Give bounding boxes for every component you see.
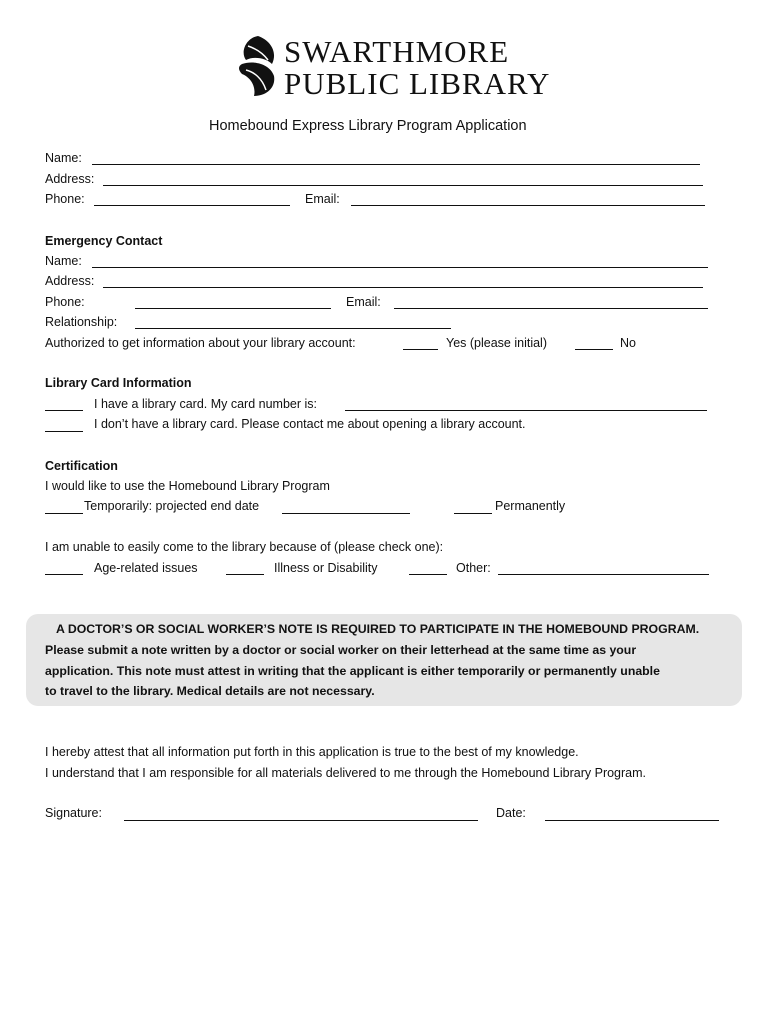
emergency-address-label: Address: [45,274,95,288]
no-card-check-field[interactable] [45,431,83,432]
logo-line-1: SWARTHMORE [284,34,510,69]
emergency-contact-heading: Emergency Contact [45,234,163,248]
illness-check-field[interactable] [226,574,264,575]
temporarily-check-field[interactable] [45,513,83,514]
logo-line-2: PUBLIC LIBRARY [284,66,551,101]
other-check-field[interactable] [409,574,447,575]
authorized-no-label: No [620,336,636,350]
permanently-label: Permanently [495,499,566,513]
library-card-heading: Library Card Information [45,376,192,390]
attest-line-2: I understand that I am responsible for all materials delivered to me through the Homebound Library Program. [45,766,647,780]
other-label: Other: [456,561,491,575]
date-field[interactable] [545,820,719,821]
email-field[interactable] [351,205,705,206]
emergency-email-field[interactable] [394,308,708,309]
phone-label: Phone: [45,192,85,206]
phone-field[interactable] [94,205,290,206]
illness-label: Illness or Disability [274,561,378,575]
authorized-yes-initial-field[interactable] [403,349,438,350]
name-field[interactable] [92,164,700,165]
name-label: Name: [45,151,82,165]
date-label: Date: [496,806,526,820]
leaf-logo-icon [236,34,278,98]
have-card-label: I have a library card. My card number is: [94,397,317,411]
certification-intro: I would like to use the Homebound Library Program [45,479,330,493]
card-number-field[interactable] [345,410,707,411]
unable-reason-prompt: I am unable to easily come to the library because of (please check one): [45,540,444,554]
emergency-name-label: Name: [45,254,82,268]
age-related-check-field[interactable] [45,574,83,575]
emergency-phone-label: Phone: [45,295,85,309]
relationship-field[interactable] [135,328,451,329]
other-reason-field[interactable] [498,574,709,575]
doctor-note-notice [26,614,742,706]
email-label: Email: [305,192,340,206]
notice-line-2: Please submit a note written by a doctor or social worker on their letterhead at the same time as your [45,643,637,657]
authorized-yes-label: Yes (please initial) [446,336,547,350]
certification-heading: Certification [45,459,118,473]
notice-line-4: to travel to the library. Medical details are not necessary. [45,684,375,698]
permanently-check-field[interactable] [454,513,492,514]
relationship-label: Relationship: [45,315,118,329]
authorized-label: Authorized to get information about your library account: [45,336,356,350]
signature-label: Signature: [45,806,102,820]
emergency-email-label: Email: [346,295,381,309]
emergency-address-field[interactable] [103,287,703,288]
no-card-label: I don’t have a library card. Please contact me about opening a library account. [94,417,526,431]
have-card-check-field[interactable] [45,410,83,411]
age-related-label: Age-related issues [94,561,198,575]
emergency-phone-field[interactable] [135,308,331,309]
notice-line-3: application. This note must attest in writing that the applicant is either temporarily or permanently unable [45,664,660,678]
address-field[interactable] [103,185,703,186]
signature-field[interactable] [124,820,478,821]
page-title: Homebound Express Library Program Application [209,118,527,134]
temporarily-label: Temporarily: projected end date [84,499,260,513]
address-label: Address: [45,172,95,186]
projected-end-date-field[interactable] [282,513,410,514]
attest-line-1: I hereby attest that all information put forth in this application is true to the best of my knowledge. [45,745,579,759]
emergency-name-field[interactable] [92,267,708,268]
notice-line-1: A DOCTOR’S OR SOCIAL WORKER’S NOTE IS REQUIRED TO PARTICIPATE IN THE HOMEBOUND PROGRAM. [56,622,700,636]
authorized-no-initial-field[interactable] [575,349,613,350]
